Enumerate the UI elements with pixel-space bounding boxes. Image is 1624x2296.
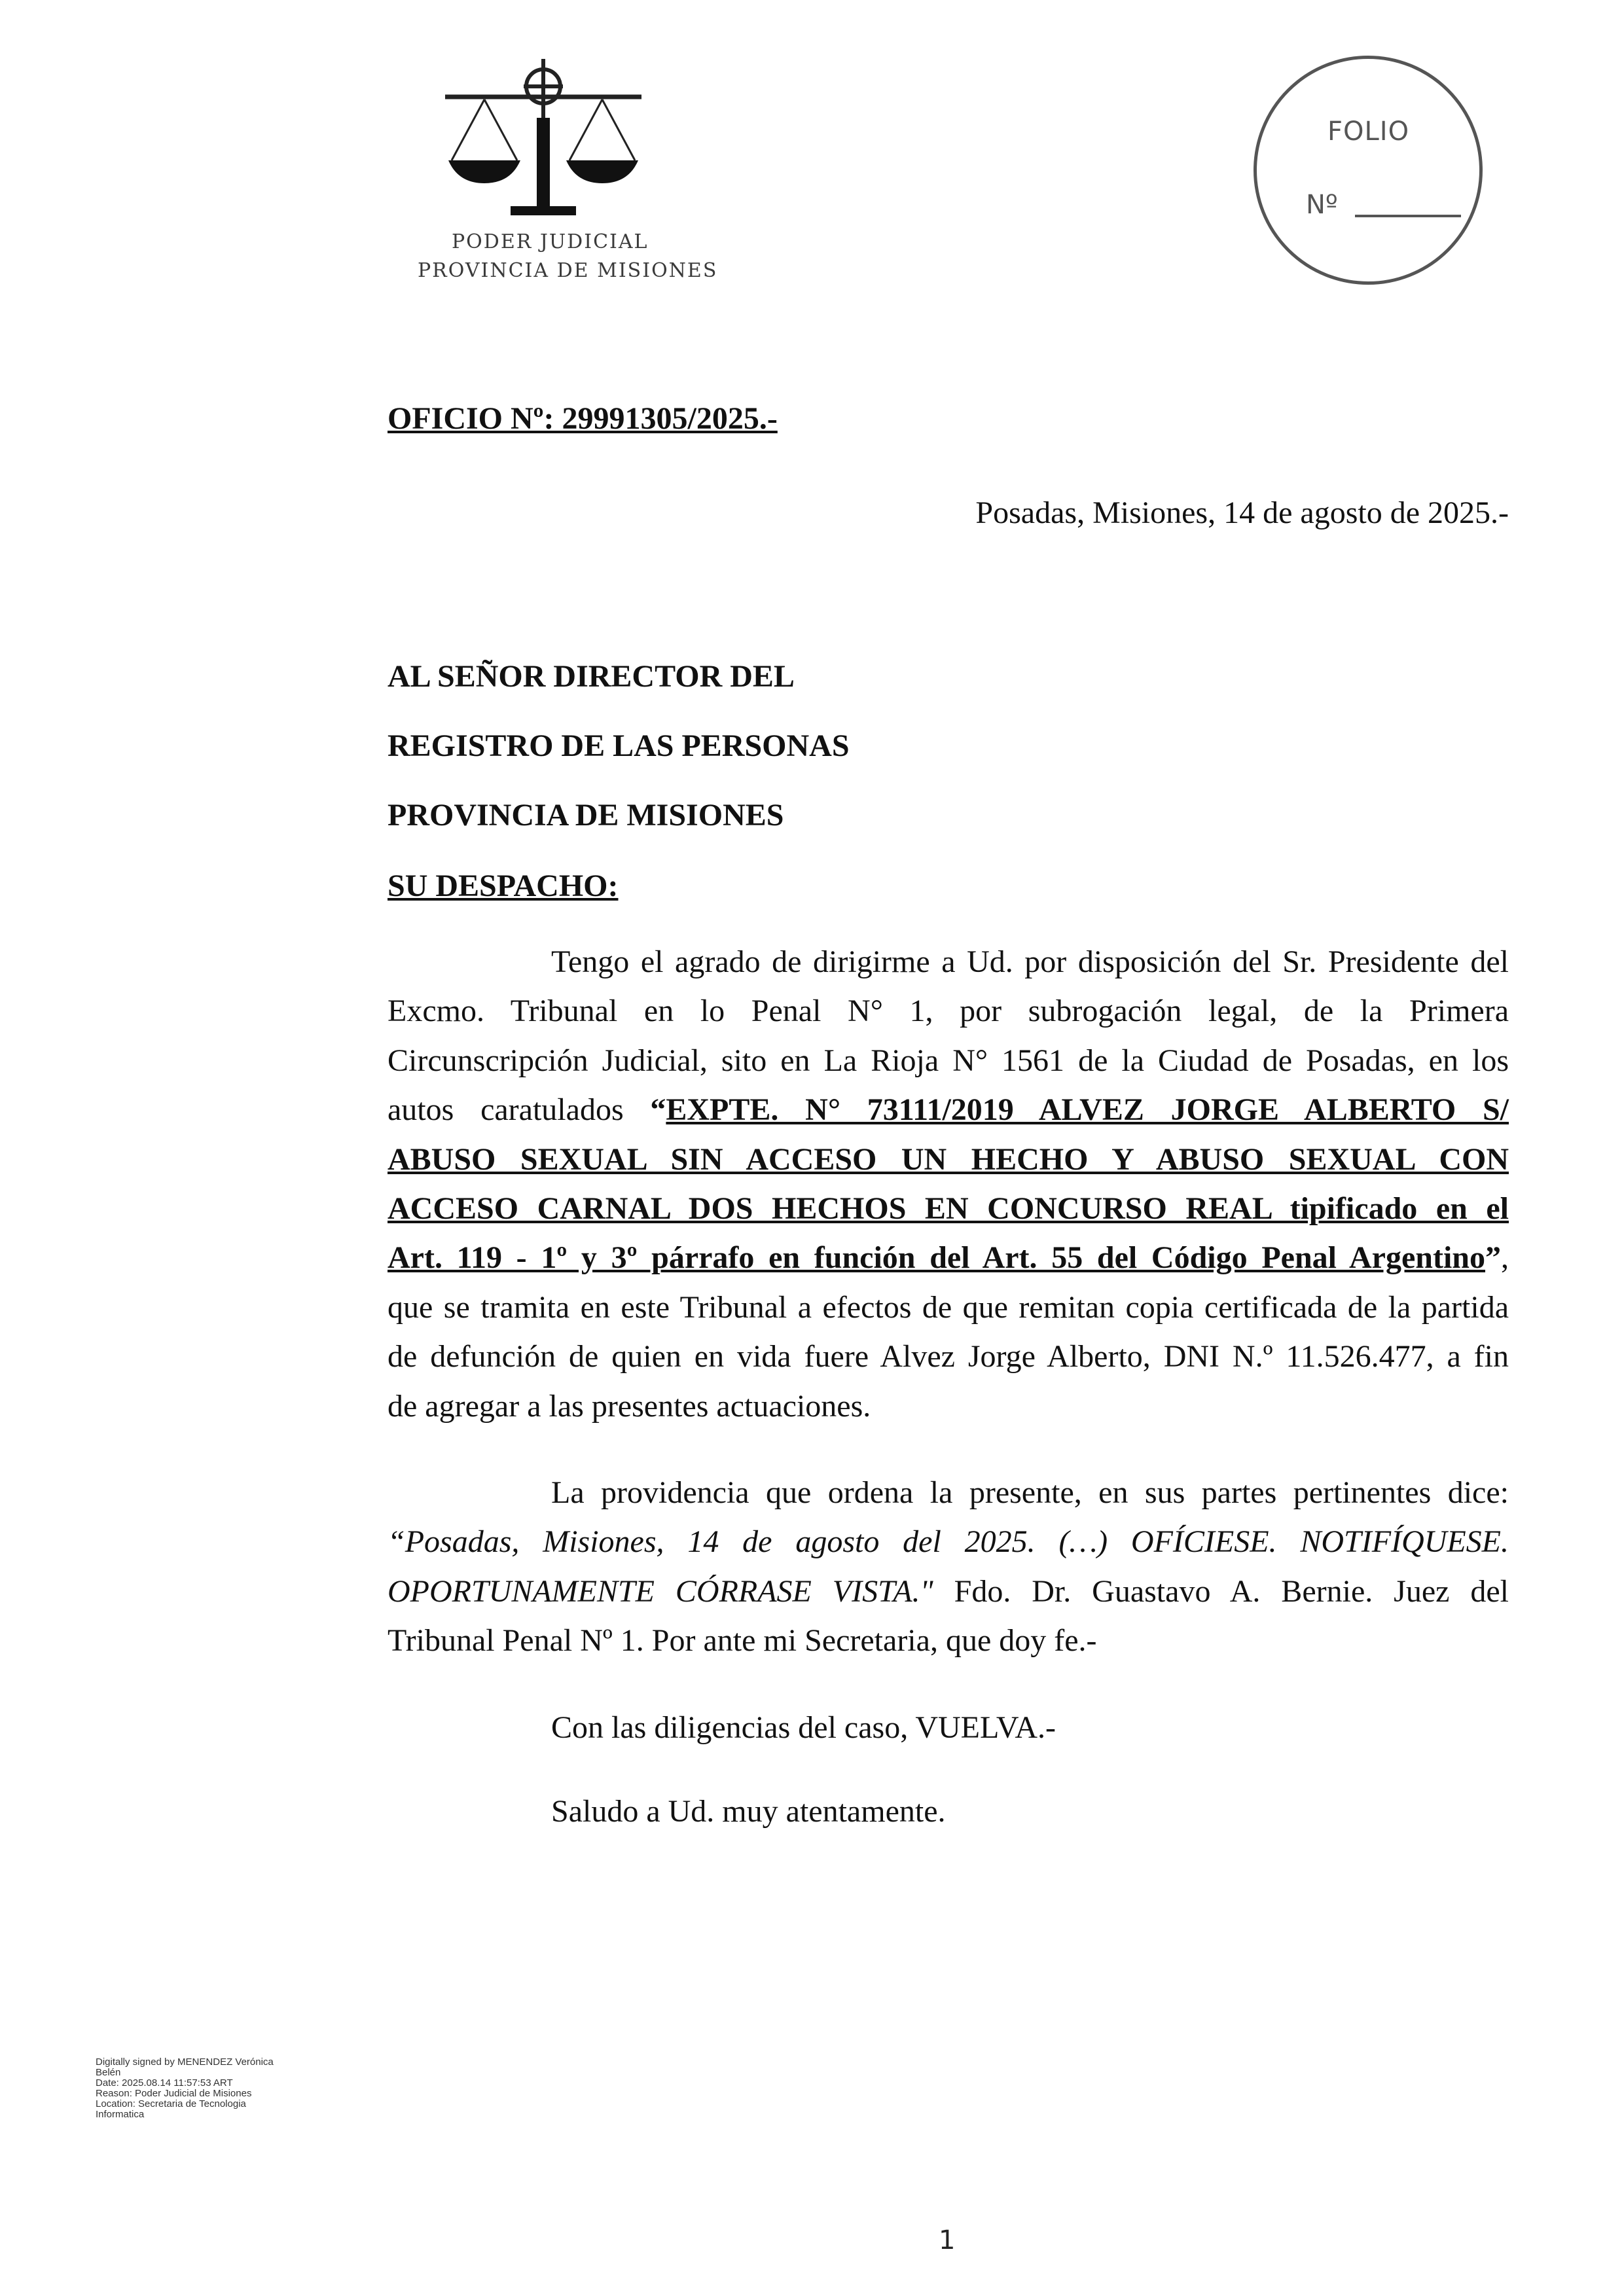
case-title-line-2: ABUSO SEXUAL SIN ACCESO UN HECHO Y ABUSO SEXUAL CON xyxy=(388,1141,1509,1177)
quote-close: ” xyxy=(1485,1240,1501,1276)
para1-line-10: de agregar a las presentes actuaciones. xyxy=(388,1388,871,1424)
oficio-number: OFICIO Nº: 29991305/2025.- xyxy=(388,401,778,436)
folio-number-label: Nº xyxy=(1306,190,1338,220)
case-title-line-1: EXPTE. N° 73111/2019 ALVEZ JORGE ALBERTO S/ xyxy=(666,1092,1509,1128)
page-number: 1 xyxy=(939,2225,956,2255)
para1-line-4 xyxy=(388,1085,1509,1134)
case-title-line-4: Art. 119 - 1º y 3º párrafo en función del Art. 55 del Código Penal Argentino xyxy=(388,1240,1485,1276)
folio-number-blank xyxy=(1355,215,1461,217)
para1-line-1: Tengo el agrado de dirigirme a Ud. por disposición del Sr. Presidente del xyxy=(551,944,1509,979)
addressee-line-1: AL SEÑOR DIRECTOR DEL xyxy=(388,659,795,694)
closing-vuelva: Con las diligencias del caso, VUELVA.- xyxy=(551,1710,1056,1745)
para2-line-4: Tribunal Penal Nº 1. Por ante mi Secretaria, que doy fe.- xyxy=(388,1623,1097,1659)
para2-quote-line-1: “Posadas, Misiones, 14 de agosto del 2025. (…) OFÍCIESE. NOTIFÍQUESE. xyxy=(388,1524,1509,1560)
para1-line-7 xyxy=(388,1233,1509,1282)
body-paragraph-2 xyxy=(388,1468,1509,1666)
para2-line-3 xyxy=(388,1567,1509,1616)
logo-line-poder-judicial: PODER JUDICIAL xyxy=(452,230,649,253)
logo-line-provincia: PROVINCIA DE MISIONES xyxy=(418,259,718,282)
para2-quote-line-2: OPORTUNAMENTE CÓRRASE VISTA." xyxy=(388,1573,933,1609)
case-title-line-3: ACCESO CARNAL DOS HECHOS EN CONCURSO REAL tipificado en el xyxy=(388,1191,1509,1227)
closing-saludo: Saludo a Ud. muy atentamente. xyxy=(551,1794,946,1829)
signature-line: Reason: Poder Judicial de Misiones xyxy=(96,2088,252,2099)
signature-line: Location: Secretaria de Tecnologia xyxy=(96,2098,246,2109)
case-comma: , xyxy=(1501,1240,1509,1276)
para2-signature-text: Fdo. Dr. Guastavo A. Bernie. Juez del xyxy=(933,1573,1509,1609)
signature-line: Digitally signed by MENENDEZ Verónica xyxy=(96,2056,274,2068)
signature-line: Date: 2025.08.14 11:57:53 ART xyxy=(96,2077,233,2089)
date-line: Posadas, Misiones, 14 de agosto de 2025.- xyxy=(975,495,1509,530)
folio-title: FOLIO xyxy=(1327,117,1410,147)
para1-line-8: que se tramita en este Tribunal a efectos de que remitan copia certificada de la partida xyxy=(388,1289,1509,1325)
signature-line: Belén xyxy=(96,2067,121,2078)
signature-line: Informatica xyxy=(96,2109,145,2120)
digital-signature-block xyxy=(96,2057,318,2120)
body-paragraph-1 xyxy=(388,937,1509,1431)
para1-line-9: de defunción de quien en vida fuere Alvez Jorge Alberto, DNI N.º 11.526.477, a fin xyxy=(388,1339,1509,1374)
para1-line-2: Excmo. Tribunal en lo Penal N° 1, por subrogación legal, de la Primera xyxy=(388,994,1509,1029)
quote-open: “ xyxy=(650,1092,666,1128)
addressee-despacho: SU DESPACHO: xyxy=(388,869,619,903)
addressee-line-2: REGISTRO DE LAS PERSONAS xyxy=(388,728,850,763)
para1-autos-text: autos caratulados xyxy=(388,1092,651,1128)
para1-line-3: Circunscripción Judicial, sito en La Rioja N° 1561 de la Ciudad de Posadas, en los xyxy=(388,1043,1509,1078)
addressee-line-3: PROVINCIA DE MISIONES xyxy=(388,798,784,833)
scales-of-justice-logo xyxy=(432,59,655,229)
folio-stamp xyxy=(1254,56,1483,285)
para2-line-1: La providencia que ordena la presente, en sus partes pertinentes dice: xyxy=(551,1475,1509,1510)
